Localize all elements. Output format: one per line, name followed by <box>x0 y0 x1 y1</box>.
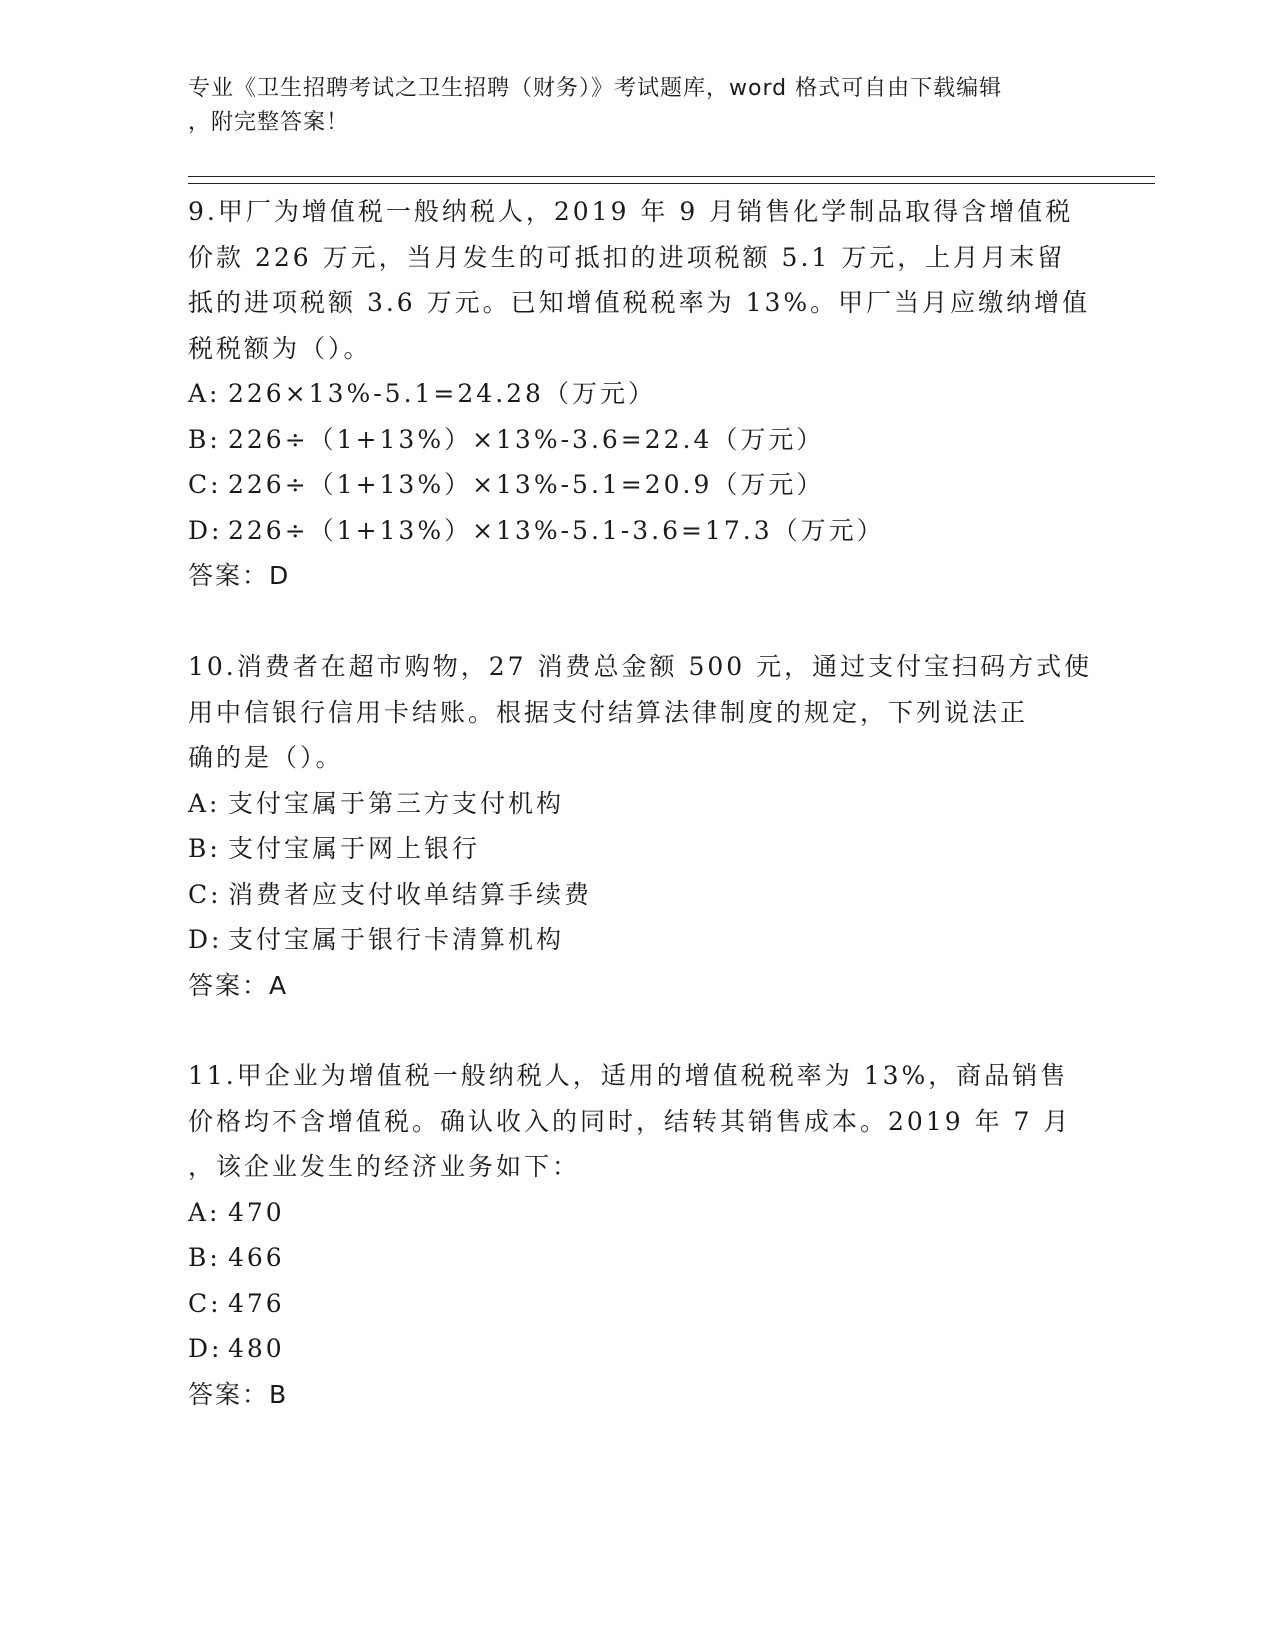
question-text-line: 11.甲企业为增值税一般纳税人，适用的增值税税率为 13%，商品销售 <box>188 1061 1069 1090</box>
option-key: B: <box>188 1243 221 1272</box>
question-text-line: 税税额为（）。 <box>188 333 372 363</box>
option-key: D: <box>188 1334 223 1363</box>
option-b <box>188 417 1088 463</box>
question-11 <box>188 1053 1088 1417</box>
answer-line: 答案：B <box>188 1379 289 1409</box>
question-text-line: 用中信银行信用卡结账。根据支付结算法律制度的规定，下列说法正 <box>188 697 1029 727</box>
question-text-line: 确的是（）。 <box>188 743 344 772</box>
question-text-line: 价格均不含增值税。确认收入的同时，结转其销售成本。2019 年 7 月 <box>188 1106 1072 1136</box>
question-9 <box>188 189 1091 599</box>
option-d <box>188 917 1088 963</box>
option-a <box>188 781 1088 827</box>
question-text-line: 10.消费者在超市购物，27 消费总金额 500 元，通过支付宝扫码方式使 <box>188 652 1093 681</box>
option-key: A: <box>188 379 221 408</box>
option-text: 支付宝属于第三方支付机构 <box>228 788 565 818</box>
question-text-line: 价款 226 万元，当月发生的可抵扣的进项税额 5.1 万元，上月月末留 <box>188 242 1066 272</box>
option-text: 226÷（1+13%）×13%-3.6=22.4（万元） <box>228 424 825 454</box>
option-key: C: <box>188 1288 222 1318</box>
option-b <box>188 1235 1088 1281</box>
option-key: A: <box>188 1197 221 1227</box>
answer-line: 答案：D <box>188 561 291 590</box>
option-text: 466 <box>228 1243 285 1272</box>
option-text: 226÷（1+13%）×13%-5.1-3.6=17.3（万元） <box>228 515 885 545</box>
question-text-line: ，该企业发生的经济业务如下： <box>188 1152 581 1181</box>
question-text-line: 抵的进项税额 3.6 万元。已知增值税税率为 13%。甲厂当月应缴纳增值 <box>188 288 1091 317</box>
option-a <box>188 1190 1088 1236</box>
question-10 <box>188 644 1093 1008</box>
header-divider-top <box>188 176 1155 177</box>
header-line-1: 专业《卫生招聘考试之卫生招聘（财务）》考试题库，word 格式可自由下载编辑 <box>188 76 1003 101</box>
option-b <box>188 826 1088 872</box>
option-c <box>188 1281 1088 1327</box>
option-a <box>188 371 1088 417</box>
document-header <box>188 72 1088 140</box>
option-text: 226÷（1+13%）×13%-5.1=20.9（万元） <box>228 470 825 499</box>
option-d <box>188 1326 1088 1372</box>
option-key: C: <box>188 470 222 499</box>
answer-line: 答案：A <box>188 970 289 1000</box>
option-key: A: <box>188 788 221 818</box>
option-text: 470 <box>228 1197 285 1227</box>
option-c <box>188 872 1088 918</box>
option-text: 480 <box>228 1334 285 1363</box>
option-d <box>188 508 1088 554</box>
option-text: 支付宝属于网上银行 <box>228 834 481 863</box>
option-key: D: <box>188 925 223 954</box>
option-key: B: <box>188 834 221 863</box>
option-key: C: <box>188 879 222 909</box>
header-line-2: ，附完整答案！ <box>188 110 350 135</box>
option-c <box>188 462 1088 508</box>
header-divider-bottom <box>188 183 1155 184</box>
option-text: 消费者应支付收单结算手续费 <box>228 879 593 909</box>
option-key: D: <box>188 515 223 545</box>
option-text: 支付宝属于银行卡清算机构 <box>228 925 565 954</box>
option-text: 476 <box>228 1288 285 1318</box>
option-text: 226×13%-5.1=24.28（万元） <box>228 379 656 408</box>
option-key: B: <box>188 424 221 454</box>
question-text-line: 9.甲厂为增值税一般纳税人，2019 年 9 月销售化学制品取得含增值税 <box>188 197 1074 226</box>
